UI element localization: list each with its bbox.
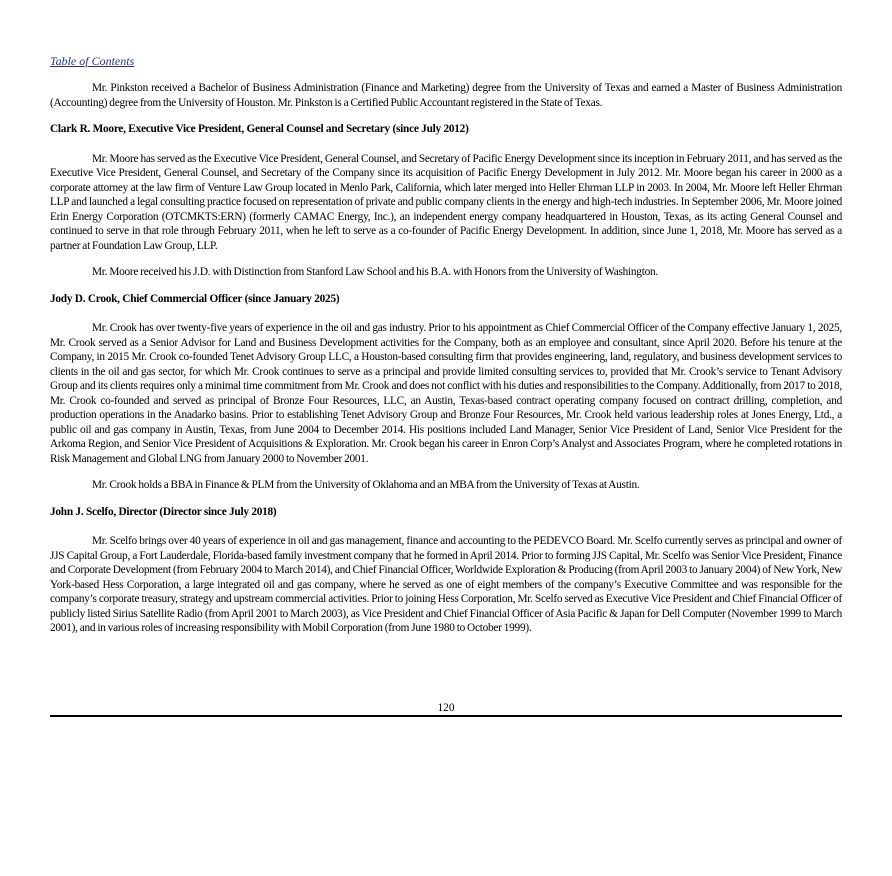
scelfo-bio-paragraph: Mr. Scelfo brings over 40 years of experience in oil and gas management, finance and accounting to the PEDEVCO Board. Mr. Scelfo currently serves as principal and owner of JJS Capital Group, a Fort Lauderdale, Florida-based family investment company that he formed in April 2014. Prior to forming JJS Capital, Mr. Scelfo was Senior Vice President, Finance and Corporate Development (from February 2004 to March 2014), and Chief Financial Officer, Worldwide Exploration & Producing (from April 2003 to January 2004) of New York, New York-based Hess Corporation, a large integrated oil and gas company, where he served as one of eight members of the company’s Executive Committee and was responsible for the company’s corporate treasury, strategy and upstream commercial activities. Prior to joining Hess Corporation, Mr. Scelfo served as Executive Vice President and Chief Financial Officer of publicly listed Sirius Satellite Radio (from April 2001 to March 2003), as Vice President and Chief Financial Officer of Asia Pacific & Japan for Dell Computer (November 1999 to March 2001), and in various roles of increasing responsibility with Mobil Corporation (from June 1980 to October 1999). — [50, 535, 842, 634]
crook-bio-paragraph: Mr. Crook has over twenty-five years of experience in the oil and gas industry. Prior to his appointment as Chief Commercial Officer of the Company effective January 1, 2025, Mr. Crook served as a Senior Advisor for Land and Business Development activities for the Company, both as an employee and consultant, since April 2020. Before his tenure at the Company, in 2015 Mr. Crook co-founded Tenet Advisory Group LLC, a Houston-based consulting firm that provides engineering, land, regulatory, and business development services to clients in the oil and gas sector, for which Mr. Crook continues to serve as a principal and provide limited consulting services to, provided that Mr. Crook’s service to Tenant Advisory Group and its clients requires only a minimal time commitment from Mr. Crook and does not conflict with his duties and responsibilities to the Company. Additionally, from 2017 to 2018, Mr. Crook co-founded and served as principal of Bronze Four Resources, LLC, an Austin, Texas-based contract operating company focused on contract drilling, completion, and production operations in the Anadarko basins. Prior to establishing Tenet Advisory Group and Bronze Four Resources, Mr. Crook held various leadership roles at Jones Energy, Ltd., a public oil and gas company in Austin, Texas, from June 2004 to December 2014. His positions included Land Manager, Senior Vice President of Land, Senior Vice President for the Arkoma Region, and Senior Vice President of Acquisitions & Exploration. Mr. Crook began his career in Enron Corp’s Analyst and Associates Program, where he completed rotations in Risk Management and Global LNG from January 2000 to November 2001. — [50, 322, 842, 465]
moore-section-heading: Clark R. Moore, Executive Vice President, General Counsel and Secretary (since July 2012) — [50, 123, 469, 135]
page-number: 120 — [437, 702, 455, 714]
crook-education-paragraph: Mr. Crook holds a BBA in Finance & PLM from the University of Oklahoma and an MBA from the University of Texas at Austin. — [92, 479, 640, 491]
pinkston-education-paragraph: Mr. Pinkston received a Bachelor of Business Administration (Finance and Marketing) degree from the University of Texas and earned a Master of Business Administration (Accounting) degree from the University of Houston. Mr. Pinkston is a Certified Public Accountant registered in the State of Texas. — [50, 82, 842, 109]
scelfo-section-heading: John J. Scelfo, Director (Director since July 2018) — [50, 505, 277, 518]
footer-divider — [50, 715, 842, 717]
table-of-contents-link[interactable]: Table of Contents — [50, 54, 135, 68]
crook-section-heading: Jody D. Crook, Chief Commercial Officer (since January 2025) — [50, 292, 340, 305]
moore-education-paragraph: Mr. Moore received his J.D. with Distinction from Stanford Law School and his B.A. with Honors from the University of Washington. — [92, 266, 658, 278]
document-page — [50, 52, 842, 636]
moore-bio-paragraph: Mr. Moore has served as the Executive Vice President, General Counsel, and Secretary of Pacific Energy Development since its inception in February 2011, and has served as the Executive Vice President, General Counsel, and Secretary of the Company since its acquisition of Pacific Energy Development in July 2012. Mr. Moore began his career in 2000 as a corporate attorney at the law firm of Venture Law Group located in Menlo Park, California, which later merged into Heller Ehrman LLP in 2003. In 2004, Mr. Moore left Heller Ehrman LLP and launched a legal consulting practice focused on representation of private and public company clients in the energy and high-tech industries. In September 2006, Mr. Moore joined Erin Energy Corporation (OTCMKTS:ERN) (formerly CAMAC Energy, Inc.), an independent energy company headquartered in Houston, Texas, as its acting General Counsel and continued to serve in that role through February 2011, when he left to serve as a co-founder of Pacific Energy Development. In addition, since June 1, 2018, Mr. Moore has served as a partner at Foundation Law Group, LLP. — [50, 152, 842, 252]
